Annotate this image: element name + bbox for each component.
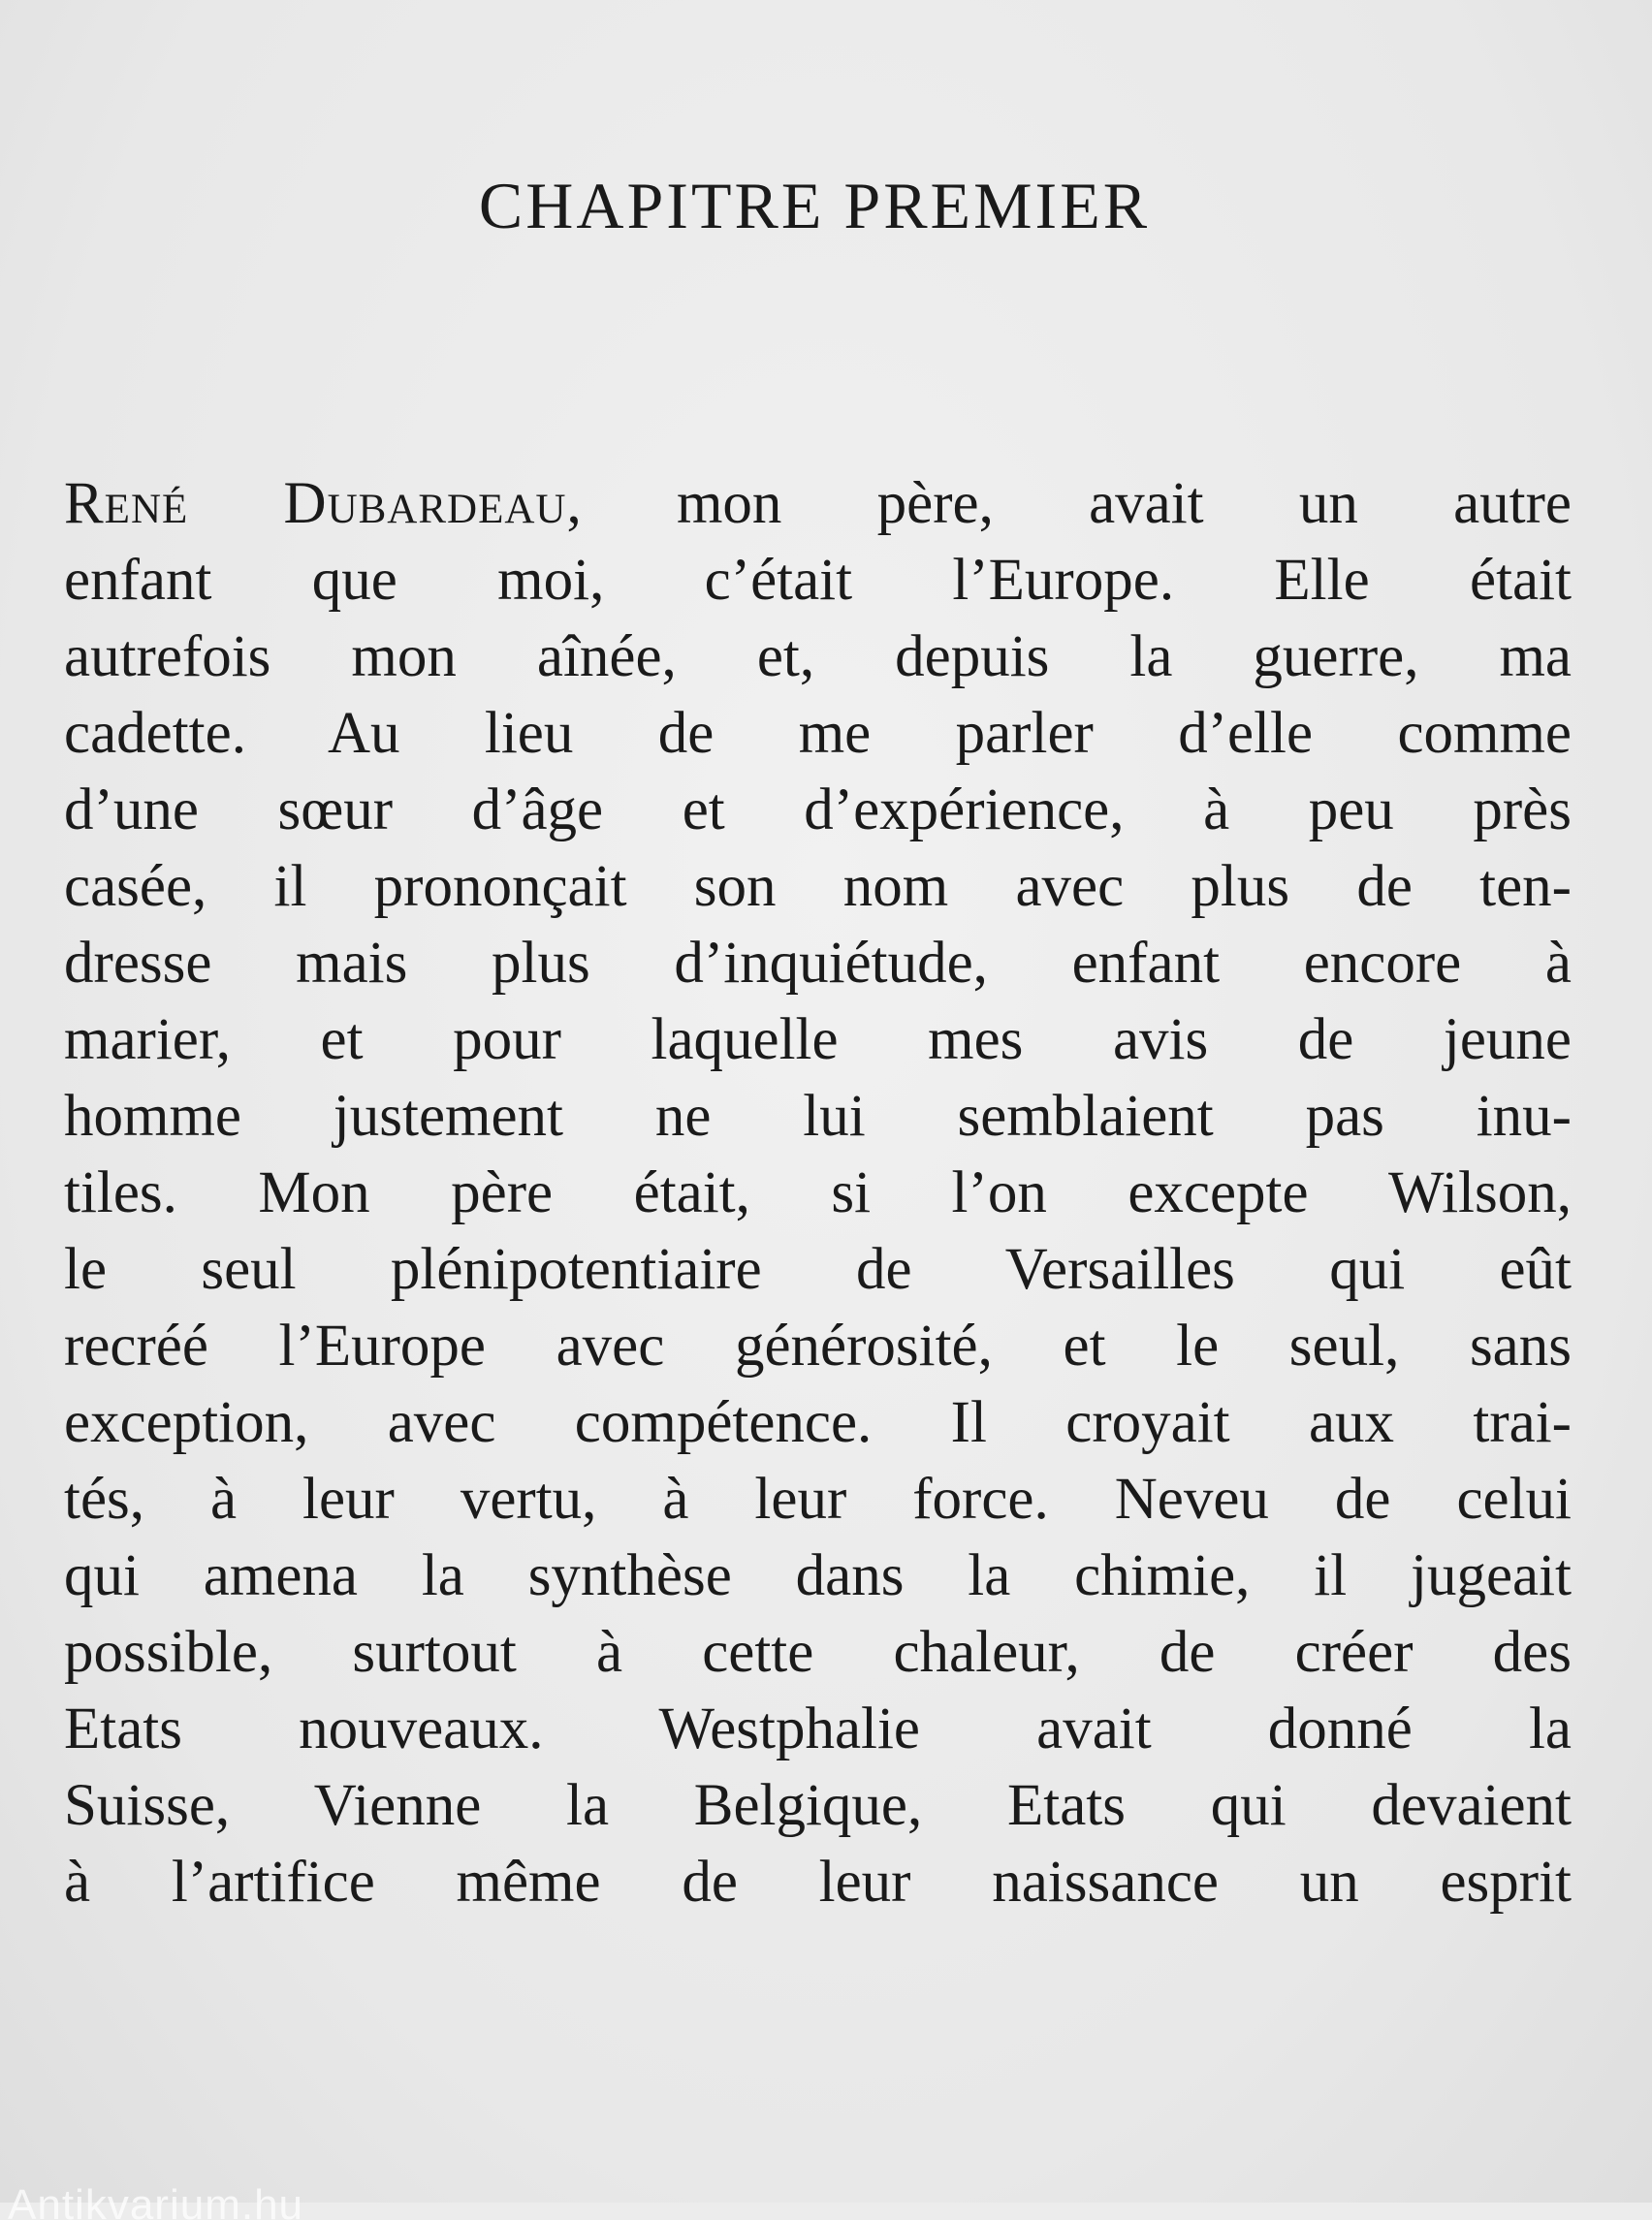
author-name-first: René: [64, 471, 189, 536]
text-line: tiles. Mon père était, si l’on excepte Wilson,: [64, 1160, 1572, 1225]
text-line: homme justement ne lui semblaient pas inu-: [64, 1084, 1572, 1149]
text-line: enfant que moi, c’était l’Europe. Elle était: [64, 548, 1572, 613]
chapter-title: CHAPITRE PREMIER: [478, 169, 1151, 242]
text-line: cadette. Au lieu de me parler d’elle comme: [64, 701, 1572, 766]
text-line: d’une sœur d’âge et d’expérience, à peu près: [64, 777, 1572, 842]
text-line: marier, et pour laquelle mes avis de jeune: [64, 1007, 1572, 1072]
text-line: Suisse, Vienne la Belgique, Etats qui devaient: [64, 1773, 1572, 1838]
author-name-last: Dubardeau: [283, 471, 567, 536]
text-line: à l’artifice même de leur naissance un esprit: [64, 1850, 1572, 1915]
text-line: Etats nouveaux. Westphalie avait donné la: [64, 1697, 1572, 1761]
text-line: casée, il prononçait son nom avec plus de ten-: [64, 854, 1572, 919]
text-line: le seul plénipotentiaire de Versailles qui eût: [64, 1237, 1572, 1302]
text-line: possible, surtout à cette chaleur, de créer des: [64, 1620, 1572, 1685]
text-line: exception, avec compétence. Il croyait aux trai-: [64, 1390, 1572, 1455]
text-line: recréé l’Europe avec générosité, et le seul, sans: [64, 1314, 1572, 1379]
text-line: qui amena la synthèse dans la chimie, il jugeait: [64, 1543, 1572, 1608]
text-line: autrefois mon aînée, et, depuis la guerre, ma: [64, 624, 1572, 689]
text-line-1: [64, 465, 1572, 542]
body-paragraph: [64, 465, 1572, 1920]
text-line: tés, à leur vertu, à leur force. Neveu de celui: [64, 1467, 1572, 1532]
first-line-rest: , mon père, avait un autre: [566, 471, 1572, 536]
watermark-text: Antikvarium.hu: [8, 2181, 304, 2220]
text-line: dresse mais plus d’inquiétude, enfant encore à: [64, 931, 1572, 996]
